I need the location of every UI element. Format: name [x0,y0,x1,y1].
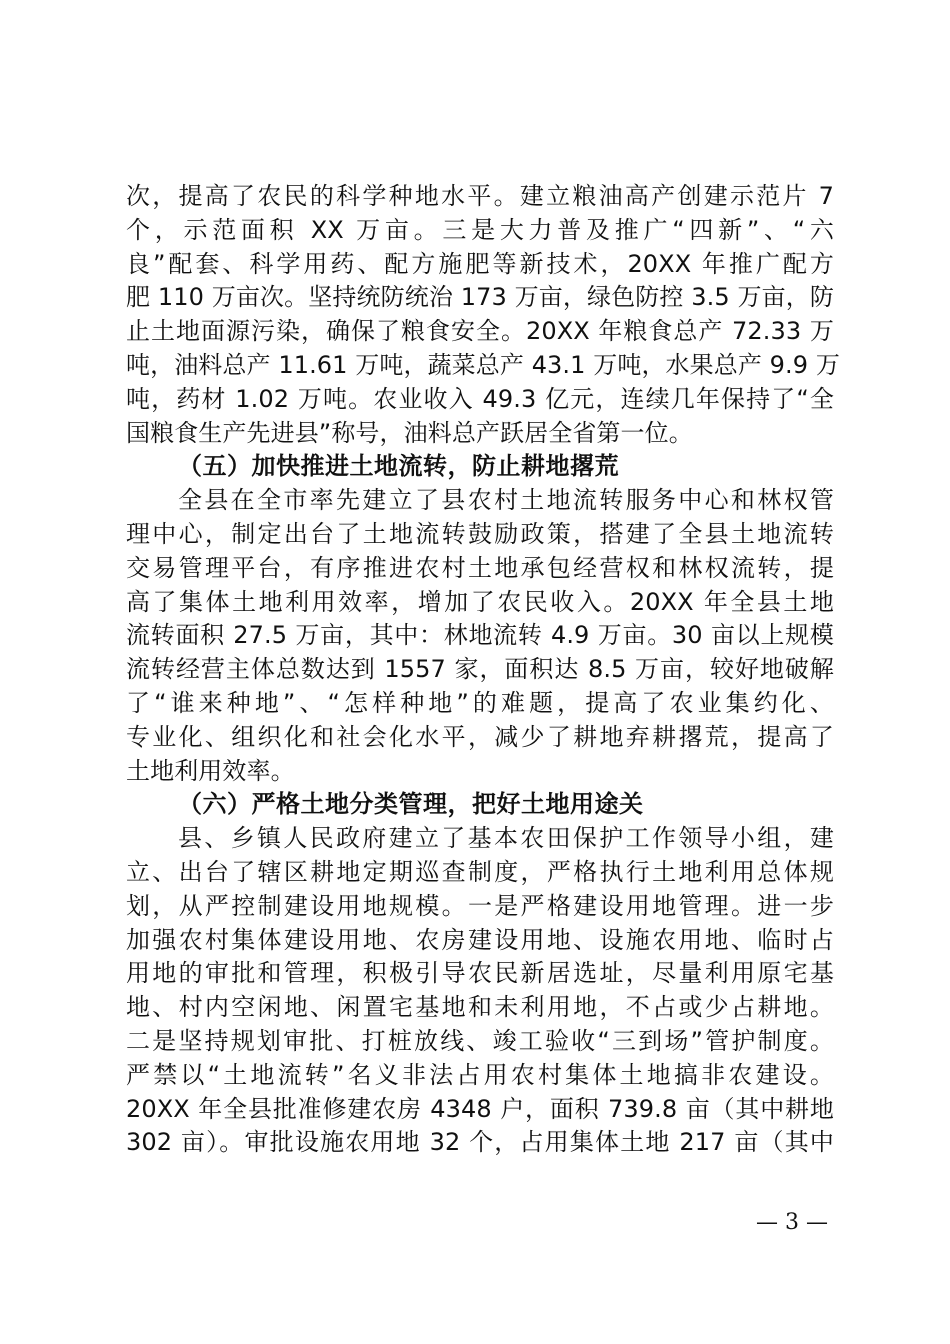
section-heading-six: （六）严格土地分类管理，把好土地用途关 [178,790,644,819]
paragraph-line: 流转面积 27.5 万亩，其中：林地流转 4.9 万亩。30 亩以上规模 [126,621,834,650]
paragraph-first-line: 县、乡镇人民政府建立了基本农田保护工作领导小组，建 [178,824,834,853]
paragraph-line: 肥 110 万亩次。坚持统防统治 173 万亩，绿色防控 3.5 万亩，防 [126,283,834,312]
paragraph-line: 二是坚持规划审批、打桩放线、竣工验收“三到场”管护制度。 [126,1026,834,1055]
paragraph-line: 个，示范面积 XX 万亩。三是大力普及推广“四新”、“六 [126,215,834,244]
document-body [126,180,840,1160]
paragraph-line: 流转经营主体总数达到 1557 家，面积达 8.5 万亩，较好地破解 [126,655,834,684]
paragraph-line: 划，从严控制建设用地规模。一是严格建设用地管理。进一步 [126,891,834,920]
paragraph-line: 专业化、组织化和社会化水平，减少了耕地弃耕撂荒，提高了 [126,722,834,751]
paragraph-line: 理中心，制定出台了土地流转鼓励政策，搭建了全县土地流转 [126,519,834,548]
paragraph-first-line: 全县在全市率先建立了县农村土地流转服务中心和林权管 [178,486,834,515]
section-heading-five: （五）加快推进土地流转，防止耕地撂荒 [178,452,619,481]
paragraph-line: 吨，药材 1.02 万吨。农业收入 49.3 亿元，连续几年保持了“全 [126,384,834,413]
paragraph-line: 302 亩）。审批设施农用地 32 个，占用集体土地 217 亩（其中 [126,1128,834,1157]
paragraph-line: 吨，油料总产 11.61 万吨，蔬菜总产 43.1 万吨，水果总产 9.9 万 [126,350,840,379]
paragraph-line: 加强农村集体建设用地、农房建设用地、设施农用地、临时占 [126,925,834,954]
paragraph-line: 立、出台了辖区耕地定期巡查制度，严格执行土地利用总体规 [126,857,834,886]
page-number: — 3 — [756,1210,828,1235]
paragraph-last-line: 国粮食生产先进县”称号，油料总产跃居全省第一位。 [126,418,693,447]
paragraph-line: 止土地面源污染，确保了粮食安全。20XX 年粮食总产 72.33 万 [126,317,834,346]
paragraph-line: 良”配套、科学用药、配方施肥等新技术，20XX 年推广配方 [126,249,834,278]
paragraph-line: 20XX 年全县批准修建农房 4348 户，面积 739.8 亩（其中耕地 [126,1094,834,1123]
paragraph-line: 地、村内空闲地、闲置宅基地和未利用地，不占或少占耕地。 [126,993,834,1022]
paragraph-line: 高了集体土地利用效率，增加了农民收入。20XX 年全县土地 [126,587,834,616]
paragraph-last-line: 土地利用效率。 [126,756,295,785]
paragraph-line: 用地的审批和管理，积极引导农民新居选址，尽量利用原宅基 [126,959,834,988]
paragraph-line: 严禁以“土地流转”名义非法占用农村集体土地搞非农建设。 [126,1060,834,1089]
paragraph-line: 次，提高了农民的科学种地水平。建立粮油高产创建示范片 7 [126,182,834,210]
paragraph-line: 交易管理平台，有序推进农村土地承包经营权和林权流转，提 [126,553,834,582]
paragraph-line: 了“谁来种地”、“怎样种地”的难题，提高了农业集约化、 [126,688,834,717]
